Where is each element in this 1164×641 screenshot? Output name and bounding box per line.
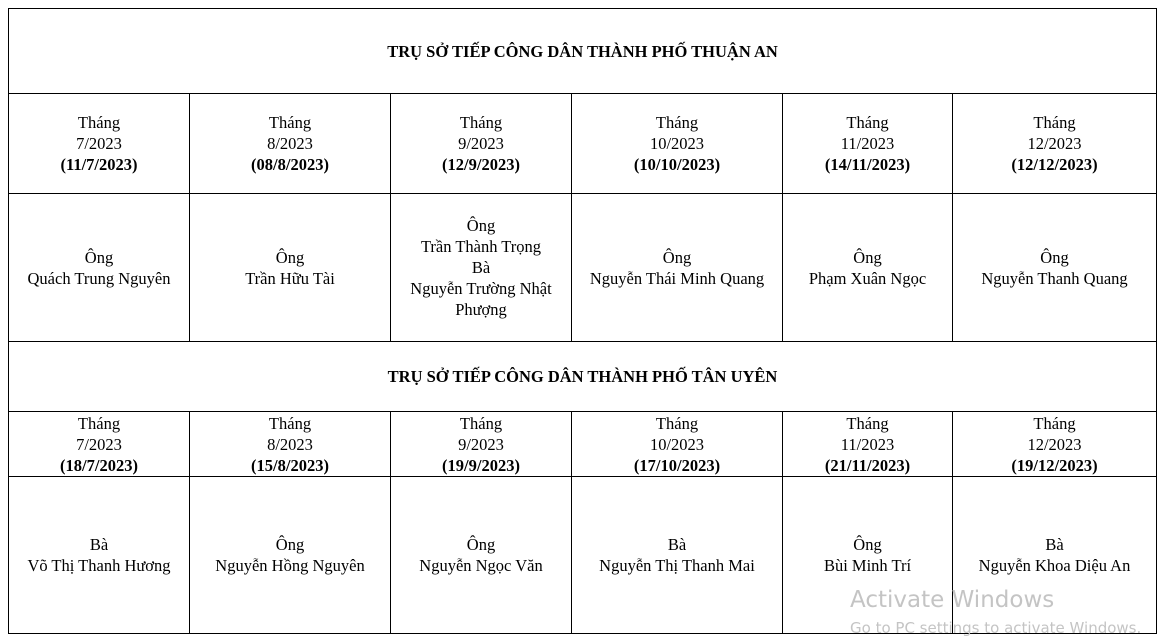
official-cell: Ông Nguyễn Ngọc Văn (391, 477, 572, 634)
month-cell: Tháng 7/2023 (11/7/2023) (9, 94, 190, 194)
official-cell: Bà Nguyễn Thị Thanh Mai (572, 477, 783, 634)
month-cell: Tháng 12/2023 (19/12/2023) (953, 412, 1157, 477)
section-title-thuan-an: TRỤ SỞ TIẾP CÔNG DÂN THÀNH PHỐ THUẬN AN (9, 9, 1157, 94)
month-cell: Tháng 7/2023 (18/7/2023) (9, 412, 190, 477)
official-cell: Ông Nguyễn Hồng Nguyên (190, 477, 391, 634)
month-cell: Tháng 10/2023 (10/10/2023) (572, 94, 783, 194)
schedule-table (8, 8, 1157, 634)
watermark-subtitle: Go to PC settings to activate Windows. (850, 619, 1142, 637)
month-cell: Tháng 9/2023 (19/9/2023) (391, 412, 572, 477)
official-cell: Ông Nguyễn Thái Minh Quang (572, 194, 783, 342)
official-cell: Ông Trần Hữu Tài (190, 194, 391, 342)
watermark-title: Activate Windows (850, 587, 1055, 613)
month-cell: Tháng 9/2023 (12/9/2023) (391, 94, 572, 194)
month-cell: Tháng 8/2023 (15/8/2023) (190, 412, 391, 477)
official-cell: Ông Nguyễn Thanh Quang (953, 194, 1157, 342)
month-cell: Tháng 12/2023 (12/12/2023) (953, 94, 1157, 194)
month-cell: Tháng 8/2023 (08/8/2023) (190, 94, 391, 194)
month-cell: Tháng 11/2023 (21/11/2023) (783, 412, 953, 477)
official-cell: Bà Võ Thị Thanh Hương (9, 477, 190, 634)
official-cell: Ông Phạm Xuân Ngọc (783, 194, 953, 342)
section-title-tan-uyen: TRỤ SỞ TIẾP CÔNG DÂN THÀNH PHỐ TÂN UYÊN (9, 342, 1157, 412)
official-cell: Bà Nguyễn Khoa Diệu An (953, 477, 1157, 634)
official-cell: Ông Quách Trung Nguyên (9, 194, 190, 342)
month-cell: Tháng 10/2023 (17/10/2023) (572, 412, 783, 477)
activate-windows-watermark (850, 585, 1141, 641)
official-cell: Ông Trần Thành Trọng Bà Nguyễn Trường Nhật Phượng (391, 194, 572, 342)
official-cell: Ông Bùi Minh Trí (783, 477, 953, 634)
month-cell: Tháng 11/2023 (14/11/2023) (783, 94, 953, 194)
